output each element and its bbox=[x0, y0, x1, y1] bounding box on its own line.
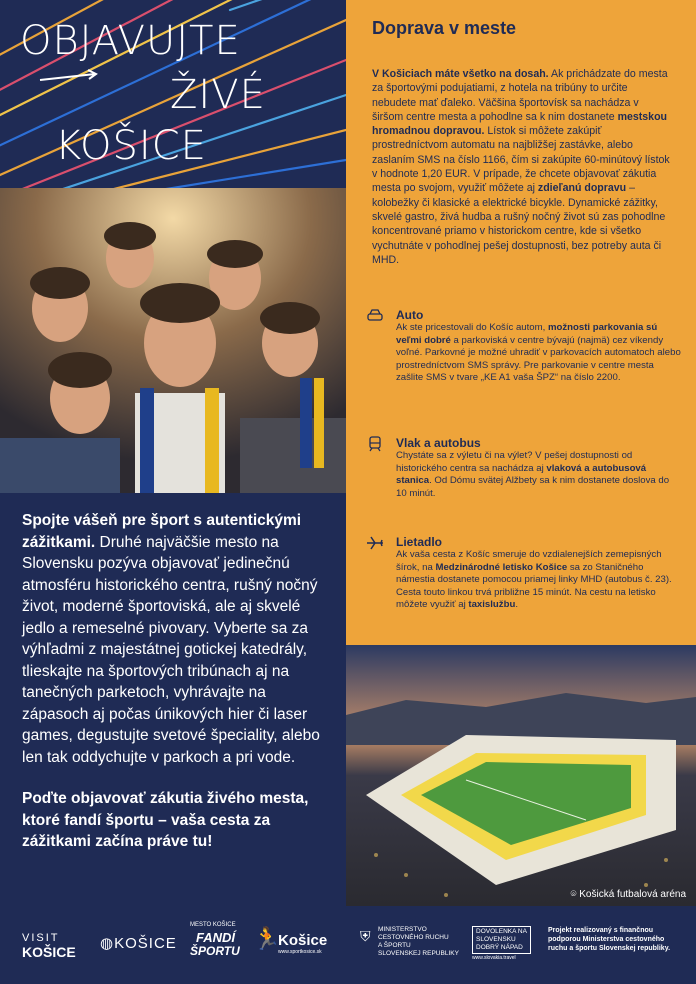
visit-label: VISIT bbox=[22, 932, 60, 944]
transport-intro bbox=[372, 67, 672, 267]
hero-title-line2: ŽIVÉ bbox=[170, 72, 266, 118]
intro-lead: Spojte vášeň pre šport s autentickými zážitkami. bbox=[22, 512, 302, 551]
auto-title: Auto bbox=[396, 308, 424, 322]
mesto-line3: ŠPORTU bbox=[190, 944, 240, 958]
ministry-line1: MINISTERSTVO bbox=[378, 926, 427, 933]
ministry-line3: A ŠPORTU bbox=[378, 942, 411, 949]
plane-text bbox=[396, 549, 681, 612]
plane-icon bbox=[366, 535, 384, 551]
dovolenka-box bbox=[472, 926, 531, 954]
mesto-line1: MESTO KOŠICE bbox=[190, 922, 236, 928]
auto-t2: a parkoviská v centre bývajú (najmä) cez víkendy voľné. Parkovné je možné uhradiť v parkovacích automatoch alebo prostredníctvom SMS správy. Pre parkovanie v centre mesta zašlite SMS v tvare „KE A1 vaša ŠPZ“ na číslo 2200. bbox=[396, 334, 681, 384]
kosice-logo bbox=[100, 934, 177, 952]
intro-bold2: mestskou hromadnou dopravou. bbox=[372, 110, 668, 138]
vlak-b1: vlaková a autobusová stanica bbox=[396, 462, 647, 487]
intro-paragraph bbox=[22, 510, 327, 768]
ministry-line4: SLOVENSKEJ REPUBLIKY bbox=[378, 950, 459, 957]
caption-text: Košická futbalová aréna bbox=[579, 889, 686, 900]
hero-title-line3: KOŠICE bbox=[55, 123, 207, 169]
kosice-logo-text: KOŠICE bbox=[114, 935, 177, 952]
dovolenka-logo bbox=[472, 926, 531, 962]
train-icon bbox=[366, 436, 384, 452]
project-note: Projekt realizovaný s finančnou podporou Ministerstva cestovného ruchu a športu Slovenskej republiky. bbox=[548, 927, 671, 952]
intro-text bbox=[22, 510, 327, 873]
intro-bold: V Košiciach máte všetko na dosah. bbox=[372, 68, 549, 80]
crest-icon: ◍ bbox=[100, 935, 115, 952]
auto-t1: Ak ste pricestovali do Košíc autom, bbox=[396, 322, 548, 333]
hero-banner bbox=[0, 0, 346, 188]
fans-photo bbox=[0, 188, 346, 493]
plane-t3: . bbox=[515, 599, 518, 611]
vlak-t1: Chystáte sa z výletu či na výlet? V pešej dostupnosti od historického centra sa nachádza aj bbox=[396, 450, 633, 474]
dovolenka-line1: DOVOLENKA NA bbox=[476, 928, 527, 935]
dovolenka-line3: DOBRÝ NÁPAD bbox=[476, 944, 523, 951]
location-pin-icon: ⌾ bbox=[570, 889, 577, 900]
visit-kosice-logo: KOŠICE bbox=[22, 944, 76, 960]
intro-part1: Ak prichádzate do mesta za športovými podujatiami, z hotela na tribúny to určite nebudete mať ďaleko. Väčšina športovísk sa nachádza v širšom centre mesta a pohodlne sa k nim dostanete bbox=[372, 68, 668, 123]
ministry-logo bbox=[378, 926, 459, 958]
intro-part3: – kolobežky či klasické a elektrické bicykle. Dynamické zážitky, skvelé gastro, živá hudba a rušný nočný život sú zas pohodlne koncentrované priamo v historickom centre, kde si všetko vychutnáte v pohodlnej pešej dostupnosti, bez potreby auta či MHD. bbox=[372, 182, 666, 266]
intro-part2: Lístok si môžete zakúpiť prostredníctvom automatu na najbližšej zastávke, alebo zaslaním SMS na číslo 1166, čím si zakúpite 60-minútový lístok v hodnote 1,20 EUR. V prípade, že chcete objavovať zákutia mesta po svojom, využiť môžete aj bbox=[372, 125, 670, 195]
footer-logos bbox=[0, 906, 696, 984]
transport-heading: Doprava v meste bbox=[372, 18, 517, 38]
sport-kosice-logo: Košice bbox=[278, 932, 328, 949]
intro-body: Druhé najväčšie mesto na Slovensku pozýva objavovať jedinečnú atmosféru historického centra, rušný nočný život, moderné športoviská, ale aj skvelé jedlo a remeselné pivovary. Vyberte sa za výhľadmi z majestátnej gotickej katedrály, tlieskajte na športových tribúnach aj na tanečných parketoch, vyhrávajte na zápasoch aj počas únikových hier či laser games, degustujte svetové špeciality, alebo len tak oddychujte v parkoch a pri vode. bbox=[22, 533, 320, 766]
dovolenka-line2: SLOVENSKU bbox=[476, 936, 516, 943]
call-to-action: Poďte objavovať zákutia živého mesta, ktoré fandí športu – vaša cesta za zážitkami začína práve tu! bbox=[22, 790, 309, 850]
car-icon bbox=[366, 308, 384, 324]
plane-t1: Ak vaša cesta z Košíc smeruje do vzdialenejších zemepisných šírok, na bbox=[396, 549, 662, 573]
intro-bold3: zdieľanú dopravu bbox=[537, 182, 627, 195]
vlak-t2: . Od Dómu svätej Alžbety sa k nim dostanete doslova do 10 minút. bbox=[396, 475, 670, 499]
plane-b2: taxislužbu bbox=[468, 599, 516, 611]
plane-b1: Medzinárodné letisko Košice bbox=[435, 561, 568, 573]
mesto-line2: FANDÍ bbox=[196, 930, 235, 945]
hero-title-line1: OBJAVUJTE bbox=[20, 18, 241, 64]
sport-url: www.sportkosice.sk bbox=[278, 949, 322, 955]
auto-b1: možnosti parkovania sú veľmi dobré bbox=[396, 322, 658, 346]
ministry-line2: CESTOVNÉHO RUCHU bbox=[378, 934, 449, 941]
train-bus-title: Vlak a autobus bbox=[396, 436, 481, 450]
auto-text bbox=[396, 322, 681, 385]
transport-section bbox=[372, 18, 672, 267]
plane-t2: sa zo Staničného námestia dostanete pomocou priamej linky MHD (autobus č. 23). Cesta touto linkou trvá približne 15 minút. Na cestu na letisko môžete využiť aj bbox=[396, 561, 672, 611]
dovolenka-url: www.slovakia.travel bbox=[472, 955, 516, 961]
coat-of-arms-icon: ⛨ bbox=[360, 928, 371, 944]
plane-title: Lietadlo bbox=[396, 535, 443, 549]
stadium-photo bbox=[346, 645, 696, 906]
train-bus-text bbox=[396, 450, 681, 500]
runner-icon: 🏃 bbox=[253, 926, 281, 951]
stadium-caption bbox=[570, 889, 686, 900]
